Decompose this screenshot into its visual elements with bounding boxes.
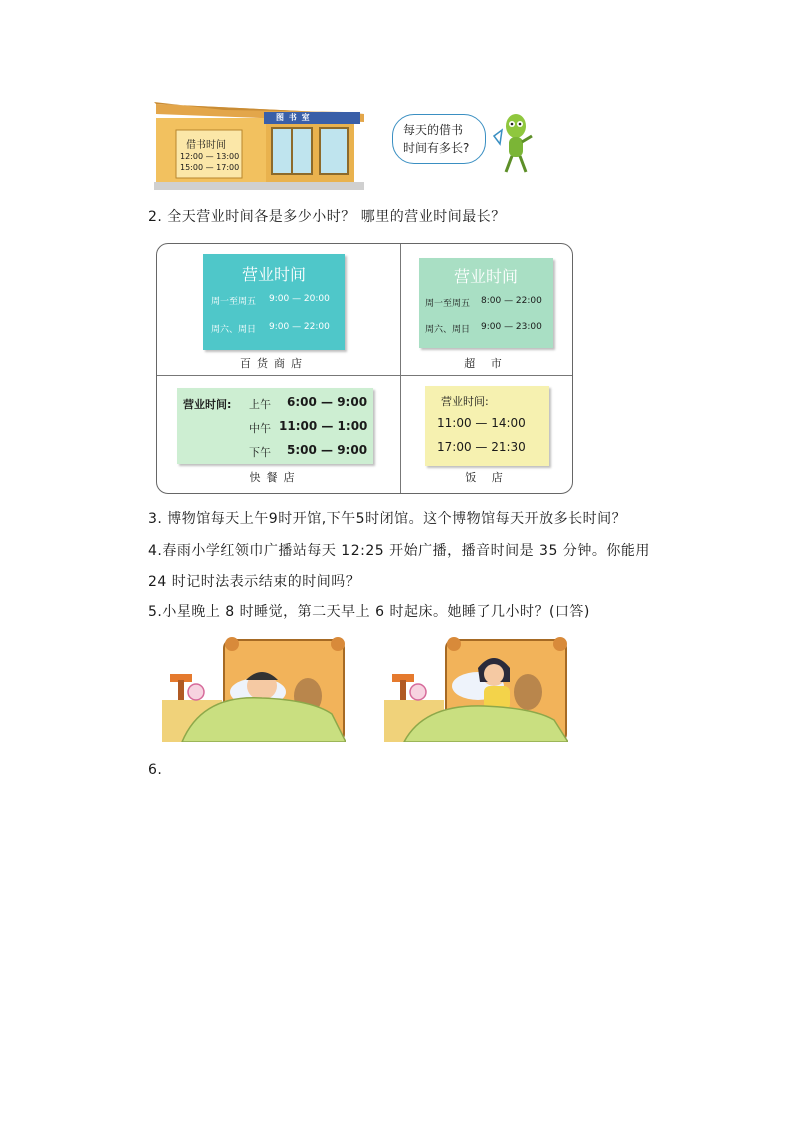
library-illustration: [154, 100, 364, 190]
supermarket-row1-label: 周一至周五: [425, 299, 471, 309]
cartoon-character: [492, 110, 536, 176]
department-store-sign: [203, 254, 345, 350]
fastfood-sign: [177, 388, 373, 464]
department-row1-time: 9:00 — 20:00: [269, 294, 330, 304]
department-row2-label: 周六、周日: [211, 325, 257, 335]
supermarket-row1-time: 8:00 — 22:00: [481, 296, 542, 306]
fastfood-row2-time: 11:00 — 1:00: [279, 419, 368, 433]
supermarket-name: 超 市: [464, 357, 508, 370]
speech-text: 每天的借书 时间有多长?: [403, 123, 470, 155]
question-5: 5.小星晚上 8 时睡觉，第二天早上 6 时起床。她睡了几小时？(口答): [148, 604, 590, 620]
fastfood-row3-label: 下午: [249, 446, 271, 459]
card-vertical-divider: [400, 244, 401, 493]
store-hours-card: [156, 243, 573, 494]
restaurant-sign: [425, 386, 549, 466]
fastfood-row2-label: 中午: [249, 422, 271, 435]
bedroom-waking-illustration: [384, 634, 568, 742]
question-3: 3. 博物馆每天上午9时开馆,下午5时闭馆。这个博物馆每天开放多长时间？: [148, 511, 627, 527]
restaurant-row1-time: 11:00 — 14:00: [437, 416, 526, 430]
supermarket-row2-time: 9:00 — 23:00: [481, 322, 542, 332]
department-title: 营业时间: [241, 265, 306, 284]
restaurant-title: 营业时间:: [441, 395, 489, 408]
fastfood-row3-time: 5:00 — 9:00: [287, 443, 368, 457]
fastfood-title: 营业时间:: [183, 398, 232, 411]
fastfood-name: 快餐店: [249, 471, 301, 484]
fastfood-row1-label: 上午: [249, 398, 271, 411]
card-horizontal-divider: [157, 375, 572, 376]
question-4-line-2: 24 时记时法表示结束的时间吗？: [148, 574, 361, 590]
bedroom-sleeping-illustration: [162, 634, 346, 742]
question-2: 2. 全天营业时间各是多少小时？ 哪里的营业时间最长？: [148, 209, 506, 225]
restaurant-row2-time: 17:00 — 21:30: [437, 440, 526, 454]
fastfood-row1-time: 6:00 — 9:00: [287, 395, 368, 409]
library-hours-1: 12:00 — 13:00: [180, 152, 240, 161]
supermarket-row2-label: 周六、周日: [425, 325, 471, 335]
speech-bubble: [392, 114, 486, 164]
department-row2-time: 9:00 — 22:00: [269, 322, 330, 332]
department-store-name: 百货商店: [240, 357, 308, 370]
supermarket-sign: [419, 258, 553, 348]
library-sign-title: 图 书 室: [276, 113, 311, 122]
question-4-line-1: 4.春雨小学红领巾广播站每天 12:25 开始广播，播音时间是 35 分钟。你能用: [148, 543, 650, 559]
restaurant-name: 饭 店: [465, 471, 509, 484]
supermarket-title: 营业时间: [453, 267, 518, 286]
department-row1-label: 周一至周五: [211, 297, 257, 307]
library-hours-2: 15:00 — 17:00: [180, 163, 240, 172]
question-6: 6.: [148, 762, 163, 778]
library-hours-title: 借书时间: [186, 140, 226, 151]
